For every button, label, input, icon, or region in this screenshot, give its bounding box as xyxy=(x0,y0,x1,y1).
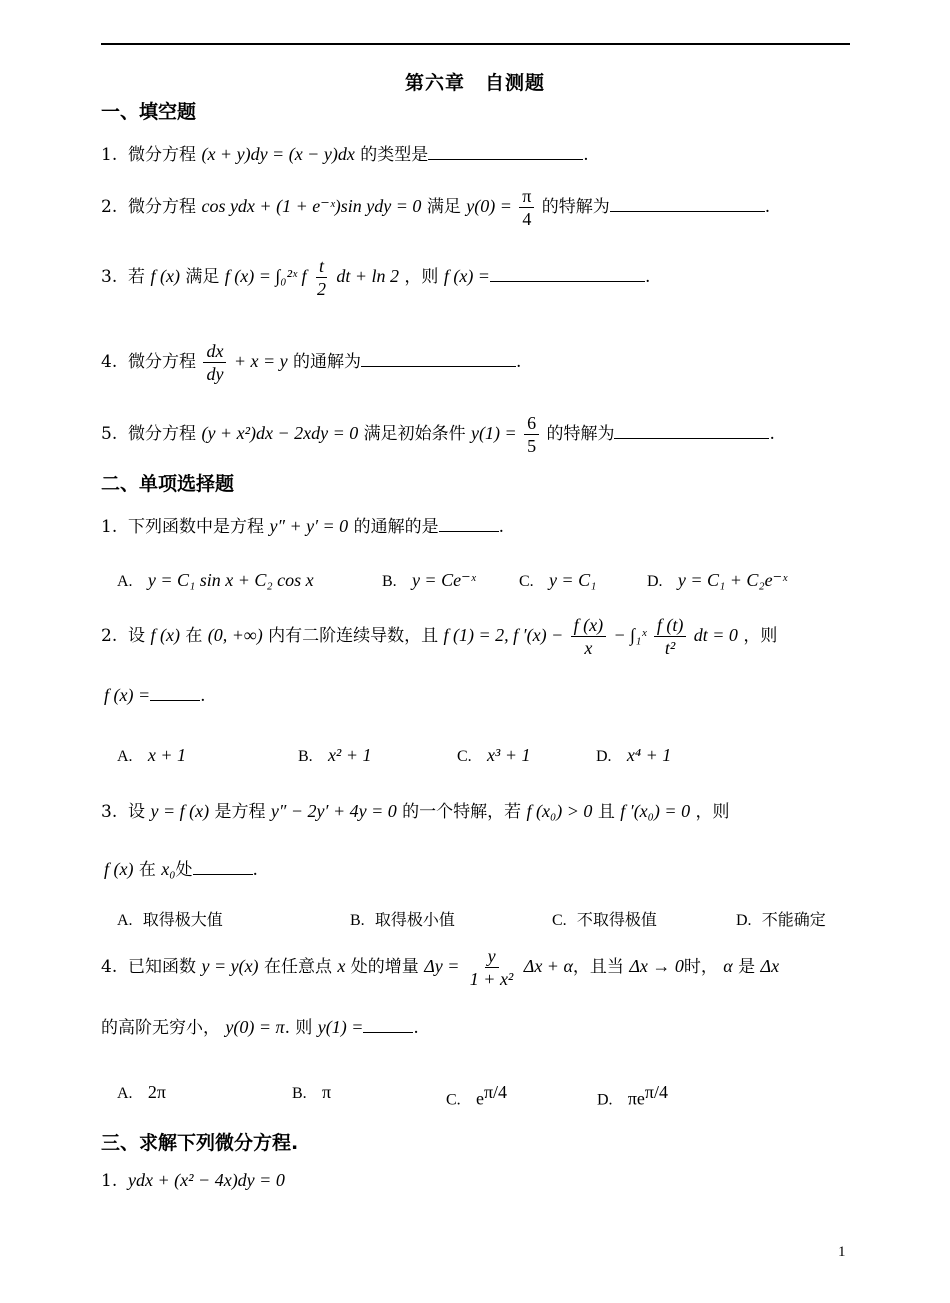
choice-q3-line2: f (x) 在 x₀处 . xyxy=(104,859,258,880)
choice-q4-option-d: D. $\pi e^{\pi/4}$ xyxy=(597,1082,668,1109)
section-fill-heading: 一、填空题 xyxy=(101,101,197,123)
choice-q3-option-a: A. 取得极大值 xyxy=(117,910,223,929)
choice-q1-option-b: B. y = Ce⁻ˣ xyxy=(382,570,476,590)
fill-q1: 1. 微分方程 (x + y)dy = (x − y)dx 的类型是 . xyxy=(101,144,589,165)
page-title: 第六章 自测题 xyxy=(404,72,545,94)
choice-q4-option-b: B. π xyxy=(292,1082,332,1102)
section-choice-heading: 二、单项选择题 xyxy=(101,473,235,495)
choice-q2-option-a: A. x + 1 xyxy=(117,745,186,765)
choice-q3-option-b: B. 取得极小值 xyxy=(350,910,455,929)
choice-q1: 1. 下列函数中是方程 y″ + y′ = 0 的通解的是 . xyxy=(101,516,504,537)
choice-q4-option-c: C. $e^{\pi/4}$ xyxy=(446,1082,508,1109)
fill-q5: 5. 微分方程 (y + x²)dx − 2xdy = 0 满足初始条件 y(1) = $\frac{6}{5}$ 的特解为 . xyxy=(101,413,775,456)
fill-q3: 3. 若 f (x) 满足 f (x) = ∫₀²ˣ f $\frac{t}{2}$ dt + ln 2 ，则 f (x) = . xyxy=(101,256,651,299)
choice-q1-option-d: D. y = C₁ + C₂e⁻ˣ xyxy=(647,570,788,590)
page-number: 1 xyxy=(838,1244,846,1260)
header-rule xyxy=(101,43,850,45)
fill-q4: 4. 微分方程 $\frac{dx}{dy}$ + x = y 的通解为 . xyxy=(101,341,522,384)
choice-q3-option-d: D. 不能确定 xyxy=(736,910,826,929)
choice-q3: 3. 设 y = f (x) 是方程 y″ − 2y′ + 4y = 0 的一个特解，若 f (x₀) > 0 且 f ′(x₀) = 0 ，则 xyxy=(101,801,730,822)
choice-q2-option-d: D. x⁴ + 1 xyxy=(596,745,672,765)
choice-q2-option-b: B. x² + 1 xyxy=(298,745,372,765)
choice-q2-line2: f (x) = . xyxy=(104,685,206,706)
choice-q4-line2: 的高阶无穷小， y(0) = π. 则 y(1) = . xyxy=(101,1017,419,1038)
choice-q3-option-c: C. 不取得极值 xyxy=(552,910,657,929)
choice-q2: 2. 设 f (x) 在 (0, +∞) 内有二阶连续导数，且 f (1) = 2, f ′(x) − $\frac{f (x)}{x}$ − ∫₁ˣ $\frac{f (t)}{\text{t²}}$ dt = 0 ，则 xyxy=(101,615,778,658)
choice-q4: 4. 已知函数 y = y(x) 在任意点 x 处的增量 Δy = $\frac{y}{\text{1 + x²}}$ Δx + α，且当 Δx → 0时， α 是 Δx xyxy=(101,946,780,989)
solve-q1: 1. ydx + (x² − 4x)dy = 0 xyxy=(101,1170,285,1191)
fill-q2: 2. 微分方程 cos ydx + (1 + e⁻ˣ)sin ydy = 0 满足 y(0) = $\frac{\pi}{4}$ 的特解为 . xyxy=(101,186,771,229)
choice-q4-option-a: A. 2π xyxy=(117,1082,166,1102)
choice-q2-option-c: C. x³ + 1 xyxy=(457,745,531,765)
section-solve-heading: 三、求解下列微分方程. xyxy=(101,1132,299,1154)
choice-q1-option-c: C. y = C₁ xyxy=(519,570,597,590)
choice-q1-option-a: A. y = C₁ sin x + C₂ cos x xyxy=(117,570,314,590)
